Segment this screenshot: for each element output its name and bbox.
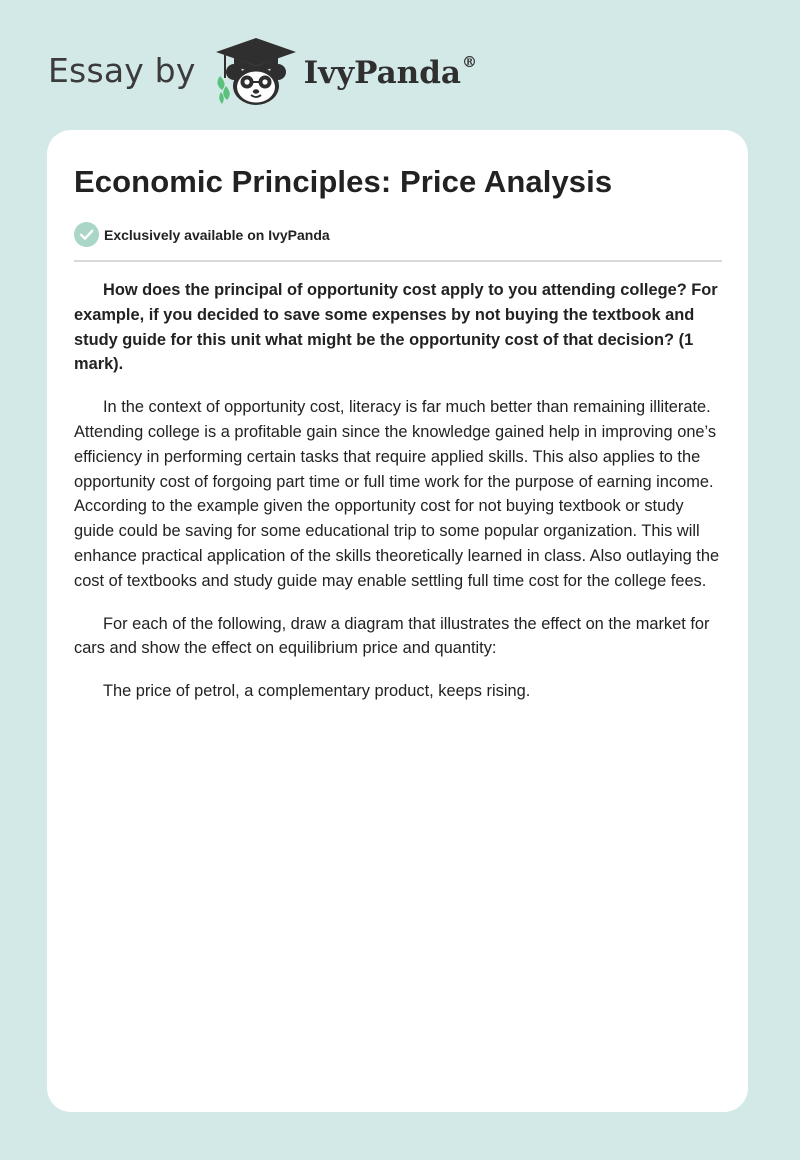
exclusive-badge [74, 222, 330, 247]
essay-body [74, 278, 724, 722]
question-paragraph: How does the principal of opportunity cost apply to you attending college? For example, if you decided to save some expenses by not buying the textbook and study guide for this unit what might be the opportunity cost of that decision? (1 mark). [74, 281, 718, 374]
brand-name[interactable] [304, 55, 477, 91]
brand-prefix: Essay by [48, 50, 196, 90]
essay-card [47, 130, 748, 1112]
check-circle-icon [74, 222, 99, 247]
body-paragraph: The price of petrol, a complementary product, keeps rising. [103, 682, 531, 701]
site-header [48, 36, 477, 108]
page-title: Economic Principles: Price Analysis [74, 164, 613, 199]
answer-paragraph: In the context of opportunity cost, literacy is far much better than remaining illiterate. Attending college is a profitable gain since the knowledge gained help in improving one’s efficiency in performing certain tasks that require applied skills. This also applies to the opportunity cost of forgoing part time or full time work for the purpose of earning income. According to the example given the opportunity cost for not buying textbook or study guide could be saving for some educational trip to some popular organization. This will enhance practical application of the skills theoretically learned in class. Also outlaying the cost of textbooks and study guide may enable settling full time cost for the college fees. [74, 398, 720, 590]
exclusive-badge-label: Exclusively available on IvyPanda [104, 226, 330, 243]
brand-name-text: IvyPanda [303, 55, 461, 91]
registered-mark: ® [461, 53, 477, 71]
body-paragraph: For each of the following, draw a diagram that illustrates the effect on the market for cars and show the effect on equilibrium price and quantity: [74, 614, 710, 658]
panda-logo-icon[interactable] [210, 36, 302, 108]
title-divider [74, 260, 722, 262]
